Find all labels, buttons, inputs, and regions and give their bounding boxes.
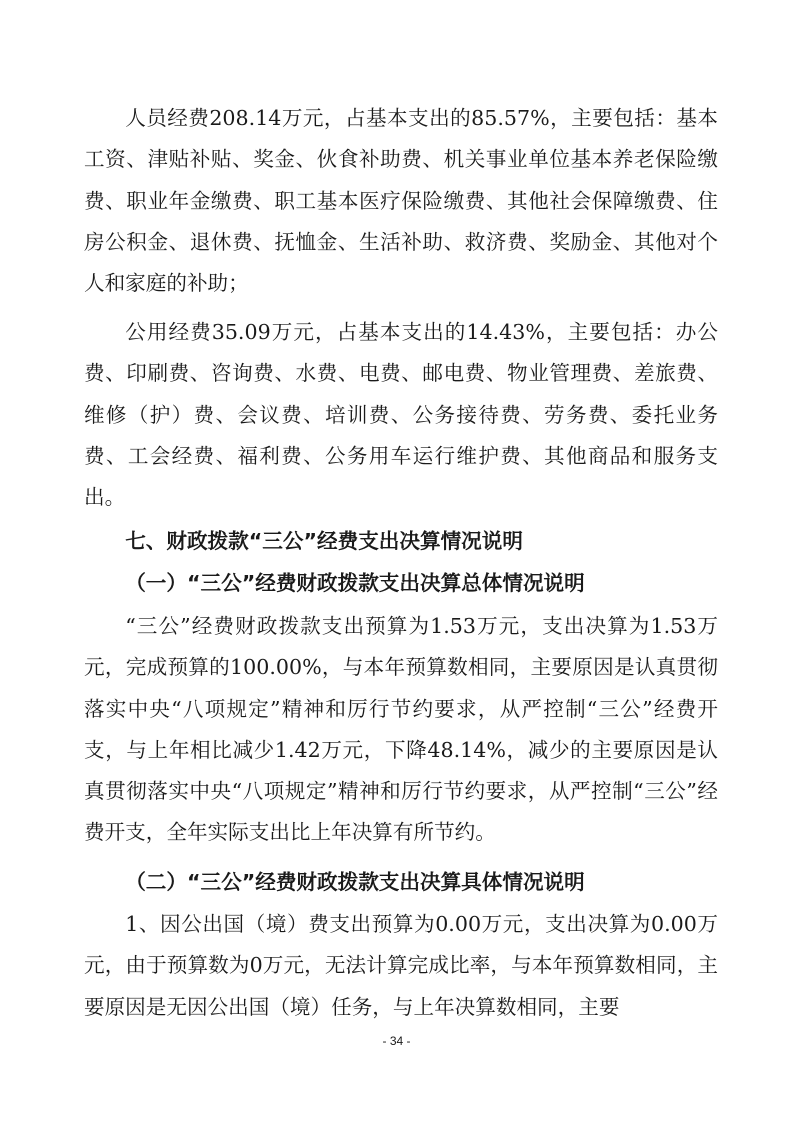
section-heading: 七、财政拨款“三公”经费支出决算情况说明 <box>125 529 523 553</box>
subsection-2-heading: （二）“三公”经费财政拨款支出决算具体情况说明 <box>125 870 585 894</box>
personnel-expense-paragraph: 人员经费208.14万元，占基本支出的85.57%，主要包括：基本工资、津贴补贴、奖金、伙食补助费、机关事业单位基本养老保险缴费、职业年金缴费、职工基本医疗保险缴费、其他社会保障缴费、住房公积金、退休费、抚恤金、生活补助、救济费、奖励金、其他对个人和家庭的补助； <box>84 106 718 296</box>
subsection-1-heading: （一）“三公”经费财政拨款支出决算总体情况说明 <box>125 571 585 595</box>
public-expense-paragraph: 公用经费35.09万元，占基本支出的14.43%，主要包括：办公费、印刷费、咨询费、水费、电费、邮电费、物业管理费、差旅费、维修（护）费、会议费、培训费、公务接待费、劳务费、委托业务费、工会经费、福利费、公务用车运行维护费、其他商品和服务支出。 <box>84 320 718 510</box>
subsection-1-paragraph: “三公”经费财政拨款支出预算为1.53万元，支出决算为1.53万元，完成预算的100.00%，与本年预算数相同，主要原因是认真贯彻落实中央“八项规定”精神和厉行节约要求，从严控制“三公”经费开支，与上年相比减少1.42万元，下降48.14%，减少的主要原因是认真贯彻落实中央“八项规定”精神和厉行节约要求，从严控制“三公”经费开支，全年实际支出比上年决算有所节约。 <box>84 614 718 845</box>
subsection-2-paragraph: 1、因公出国（境）费支出预算为0.00万元，支出决算为0.00万元，由于预算数为0万元，无法计算完成比率，与本年预算数相同，主要原因是无因公出国（境）任务，与上年决算数相同，主要 <box>84 912 718 1019</box>
page-number: - 34 - <box>382 1034 411 1048</box>
